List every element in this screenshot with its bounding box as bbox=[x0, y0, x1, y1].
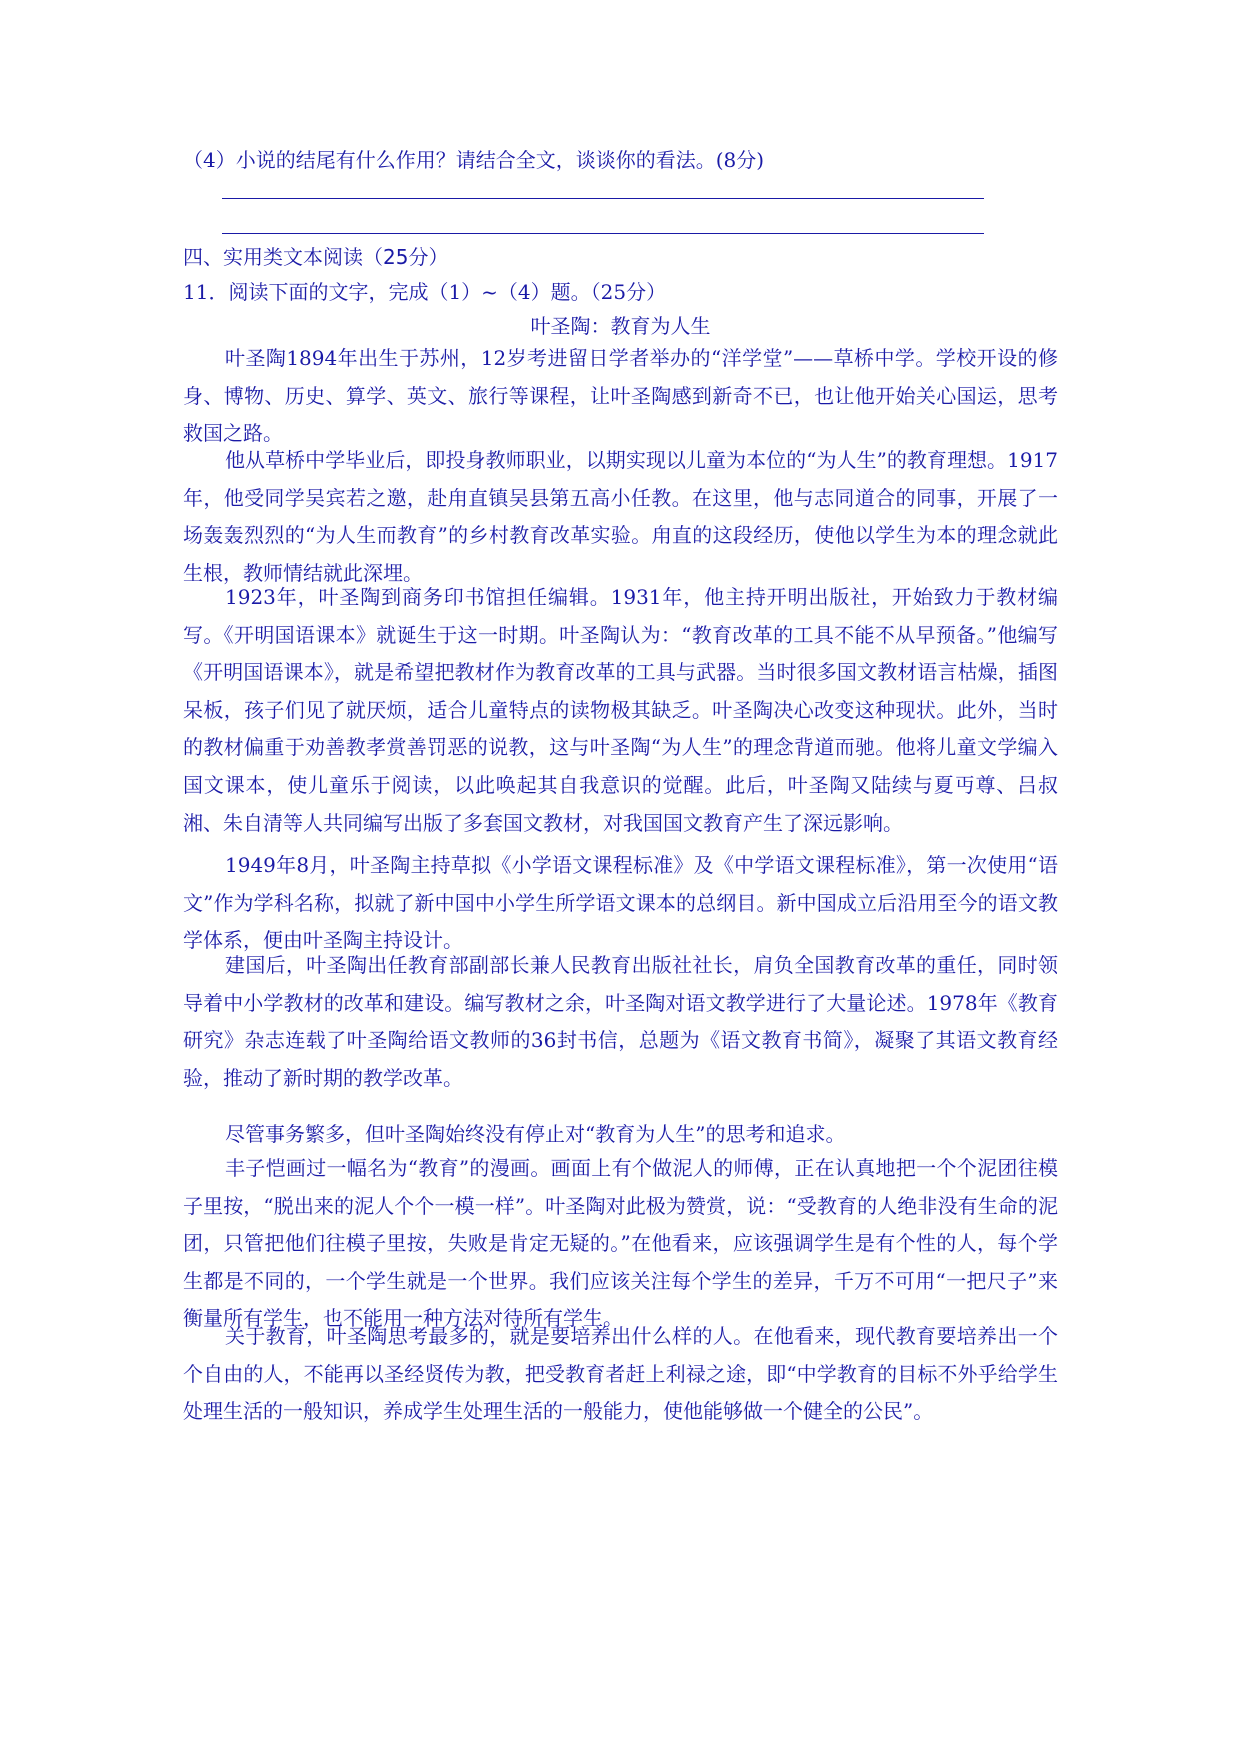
section-heading: 四、实用类文本阅读（25分） bbox=[183, 245, 449, 269]
article-paragraph-4: 1949年8月，叶圣陶主持草拟《小学语文课程标准》及《中学语文课程标准》，第一次使用“语文”作为学科名称，拟就了新中国中小学生所学语文课本的总纲目。新中国成立后沿用至今的语文教学体系，便由叶圣陶主持设计。 bbox=[183, 853, 1058, 953]
article-paragraph-3: 1923年，叶圣陶到商务印书馆担任编辑。1931年，他主持开明出版社，开始致力于教材编写。《开明国语课本》就诞生于这一时期。叶圣陶认为：“教育改革的工具不能不从早预备。”他编写《开明国语课本》，就是希望把教材作为教育改革的工具与武器。当时很多国文教材语言枯燥，插图呆板，孩子们见了就厌烦，适合儿童特点的读物极其缺乏。叶圣陶决心改变这种现状。此外，当时的教材偏重于劝善教孝赏善罚恶的说教，这与叶圣陶“为人生”的理念背道而驰。他将儿童文学编入国文课本，使儿童乐于阅读，以此唤起其自我意识的觉醒。此后，叶圣陶又陆续与夏丏尊、吕叔湘、朱自清等人共同编写出版了多套国文教材，对我国国文教育产生了深远影响。 bbox=[183, 585, 1058, 835]
article-paragraph-7: 丰子恺画过一幅名为“教育”的漫画。画面上有个做泥人的师傅，正在认真地把一个个泥团往模子里按，“脱出来的泥人个个一模一样”。叶圣陶对此极为赞赏，说：“受教育的人绝非没有生命的泥团，只管把他们往模子里按，失败是肯定无疑的。”在他看来，应该强调学生是有个性的人，每个学生都是不同的，一个学生就是一个世界。我们应该关注每个学生的差异，千万不可用“一把尺子”来衡量所有学生，也不能用一种方法对待所有学生。 bbox=[183, 1156, 1058, 1331]
article-paragraph-8: 关于教育，叶圣陶思考最多的，就是要培养出什么样的人。在他看来，现代教育要培养出一个个自由的人，不能再以圣经贤传为教，把受教育者赶上利禄之途，即“中学教育的目标不外乎给学生处理生活的一般知识，养成学生处理生活的一般能力，使他能够做一个健全的公民”。 bbox=[183, 1324, 1058, 1424]
article-paragraph-6: 尽管事务繁多，但叶圣陶始终没有停止对“教育为人生”的思考和追求。 bbox=[225, 1122, 846, 1146]
answer-line-2 bbox=[222, 233, 984, 234]
article-paragraph-5: 建国后，叶圣陶出任教育部副部长兼人民教育出版社社长，肩负全国教育改革的重任，同时领导着中小学教材的改革和建设。编写教材之余，叶圣陶对语文教学进行了大量论述。1978年《教育研究》杂志连载了叶圣陶给语文教师的36封书信，总题为《语文教育书简》，凝聚了其语文教育经验，推动了新时期的教学改革。 bbox=[183, 953, 1058, 1090]
article-title: 叶圣陶：教育为人生 bbox=[530, 314, 711, 338]
article-paragraph-1: 叶圣陶1894年出生于苏州，12岁考进留日学者举办的“洋学堂”——草桥中学。学校开设的修身、博物、历史、算学、英文、旅行等课程，让叶圣陶感到新奇不已，也让他开始关心国运，思考救国之路。 bbox=[183, 346, 1058, 446]
article-paragraph-2: 他从草桥中学毕业后，即投身教师职业，以期实现以儿童为本位的“为人生”的教育理想。1917年，他受同学吴宾若之邀，赴甪直镇吴县第五高小任教。在这里，他与志同道合的同事，开展了一场轰轰烈烈的“为人生而教育”的乡村教育改革实验。甪直的这段经历，使他以学生为本的理念就此生根，教师情结就此深埋。 bbox=[183, 448, 1058, 585]
question-4-prompt: （4）小说的结尾有什么作用？请结合全文，谈谈你的看法。(8分) bbox=[183, 148, 765, 172]
question-11-prompt: 11．阅读下面的文字，完成（1）~（4）题。（25分） bbox=[183, 280, 667, 304]
answer-line-1 bbox=[222, 198, 984, 199]
